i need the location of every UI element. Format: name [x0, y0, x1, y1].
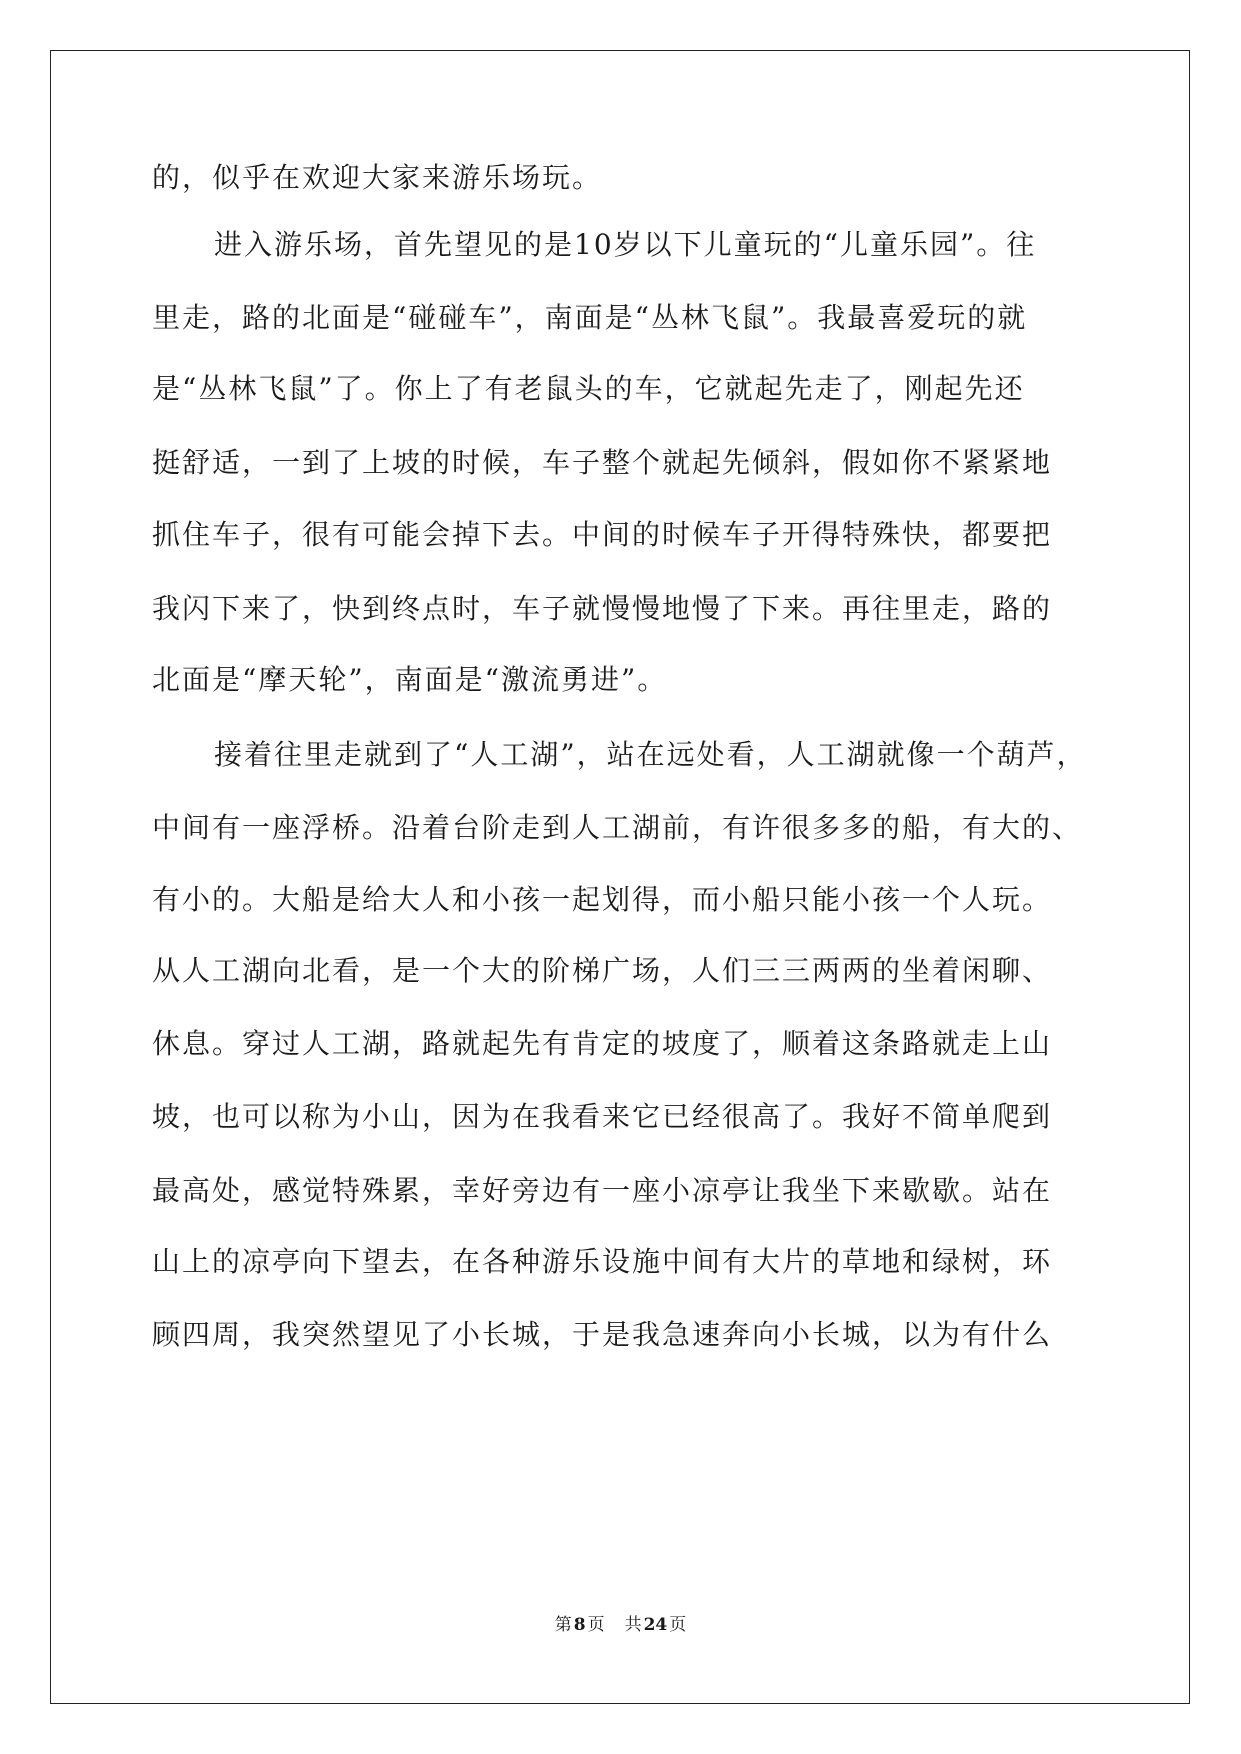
text-line-6: 抓住车子，很有可能会掉下去。中间的时候车子开得特殊快，都要把 — [152, 518, 1053, 551]
text-line-17: 顾四周，我突然望见了小长城，于是我急速奔向小长城，以为有什么 — [152, 1318, 1053, 1351]
text-line-5: 挺舒适，一到了上坡的时候，车子整个就起先倾斜，假如你不紧紧地 — [152, 446, 1053, 479]
text-line-3: 里走，路的北面是“碰碰车”，南面是“丛林飞鼠”。我最喜爱玩的就 — [152, 301, 1028, 334]
text-line-4: 是“丛林飞鼠”了。你上了有老鼠头的车，它就起先走了，刚起先还 — [152, 372, 1025, 405]
text-line-15: 最高处，感觉特殊累，幸好旁边有一座小凉亭让我坐下来歇歇。站在 — [152, 1174, 1053, 1207]
page-footer — [0, 1614, 1241, 1636]
total-pages: 24 — [643, 1615, 668, 1635]
text-line-11: 有小的。大船是给大人和小孩一起划得，而小船只能小孩一个人玩。 — [152, 883, 1053, 916]
total-suffix: 页 — [669, 1615, 687, 1635]
page-suffix: 页 — [587, 1615, 605, 1635]
page-prefix: 第 — [554, 1615, 572, 1635]
total-prefix: 共 — [624, 1615, 642, 1635]
text-line-14: 坡，也可以称为小山，因为在我看来它已经很高了。我好不简单爬到 — [152, 1100, 1053, 1133]
text-line-10: 中间有一座浮桥。沿着台阶走到人工湖前，有许很多多的船，有大的、 — [152, 811, 1083, 844]
text-line-2: 进入游乐场，首先望见的是10岁以下儿童玩的“儿童乐园”。往 — [214, 228, 1037, 261]
text-line-9: 接着往里走就到了“人工湖”，站在远处看，人工湖就像一个葫芦， — [214, 738, 1087, 771]
text-line-1: 的，似乎在欢迎大家来游乐场玩。 — [152, 161, 603, 194]
page-number: 8 — [573, 1615, 586, 1635]
text-line-12: 从人工湖向北看，是一个大的阶梯广场，人们三三两两的坐着闲聊、 — [152, 954, 1053, 987]
text-line-16: 山上的凉亭向下望去，在各种游乐设施中间有大片的草地和绿树，环 — [152, 1245, 1053, 1278]
text-line-7: 我闪下来了，快到终点时，车子就慢慢地慢了下来。再往里走，路的 — [152, 592, 1053, 625]
text-line-13: 休息。穿过人工湖，路就起先有肯定的坡度了，顺着这条路就走上山 — [152, 1027, 1053, 1060]
text-line-8: 北面是“摩天轮”，南面是“激流勇进”。 — [152, 663, 668, 696]
